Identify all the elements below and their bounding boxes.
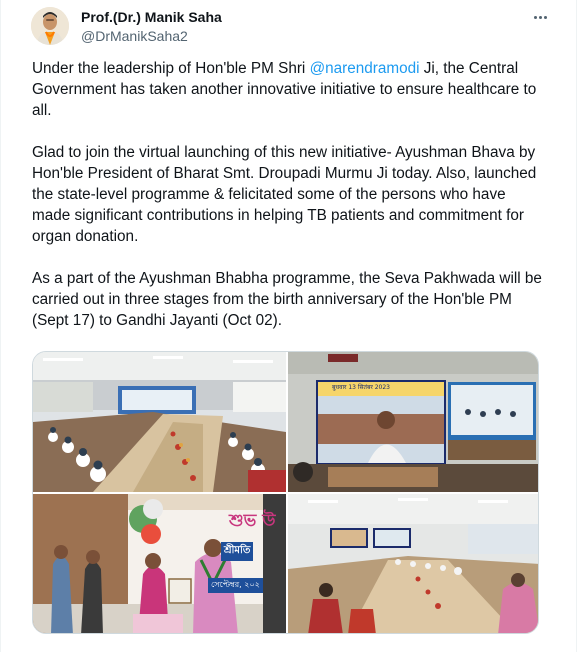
tweet-header [31,7,551,47]
author-handle[interactable]: @DrManikSaha2 [81,28,188,44]
tweet-paragraph-1 [32,58,547,121]
photo-felicitation[interactable] [33,494,286,634]
photo-virtual-launch-screen[interactable] [288,352,539,492]
banner-text-2: শ্রীমতি [221,542,253,561]
author-names [81,8,222,45]
dot [534,16,537,19]
author-display-name[interactable]: Prof.(Dr.) Manik Saha [81,9,222,25]
tweet-text [32,58,547,352]
dot [544,16,547,19]
dot [539,16,542,19]
media-grid [32,351,539,634]
banner-text-3: সেপ্টেম্বর, ২০২ [208,578,263,593]
mention-link[interactable]: @narendramodi [309,60,420,77]
banner-text-1: শুভ উ [229,511,276,531]
tweet-paragraph-3: As a part of the Ayushman Bhabha programme, the Seva Pakhwada will be carried out in three stages from the birth anniversary of the Hon'ble PM (Sept 17) to Gandhi Jayanti (Oct 02). [32,270,542,329]
para1-text-after: Ji, the Central Government has taken another innovative initiative to ensure healthcare to all. [32,60,537,119]
more-options-icon[interactable] [529,7,551,27]
tweet-paragraph-2: Glad to join the virtual launching of this new initiative- Ayushman Bhava by Hon'ble President of Bharat Smt. Droupadi Murmu Ji today. Also, launched the state-level programme & felicitated some of the persons who have made significant contributions in helping TB patients and commitment for organ donation. [32,144,537,245]
para1-text-before: Under the leadership of Hon'ble PM Shri [32,60,310,77]
screen-caption: बुधवार 13 सितंबर 2023 [332,384,390,391]
photo-conference-hall[interactable] [33,352,286,492]
avatar[interactable] [31,7,69,45]
photo-meeting-room-wide[interactable] [288,494,539,634]
